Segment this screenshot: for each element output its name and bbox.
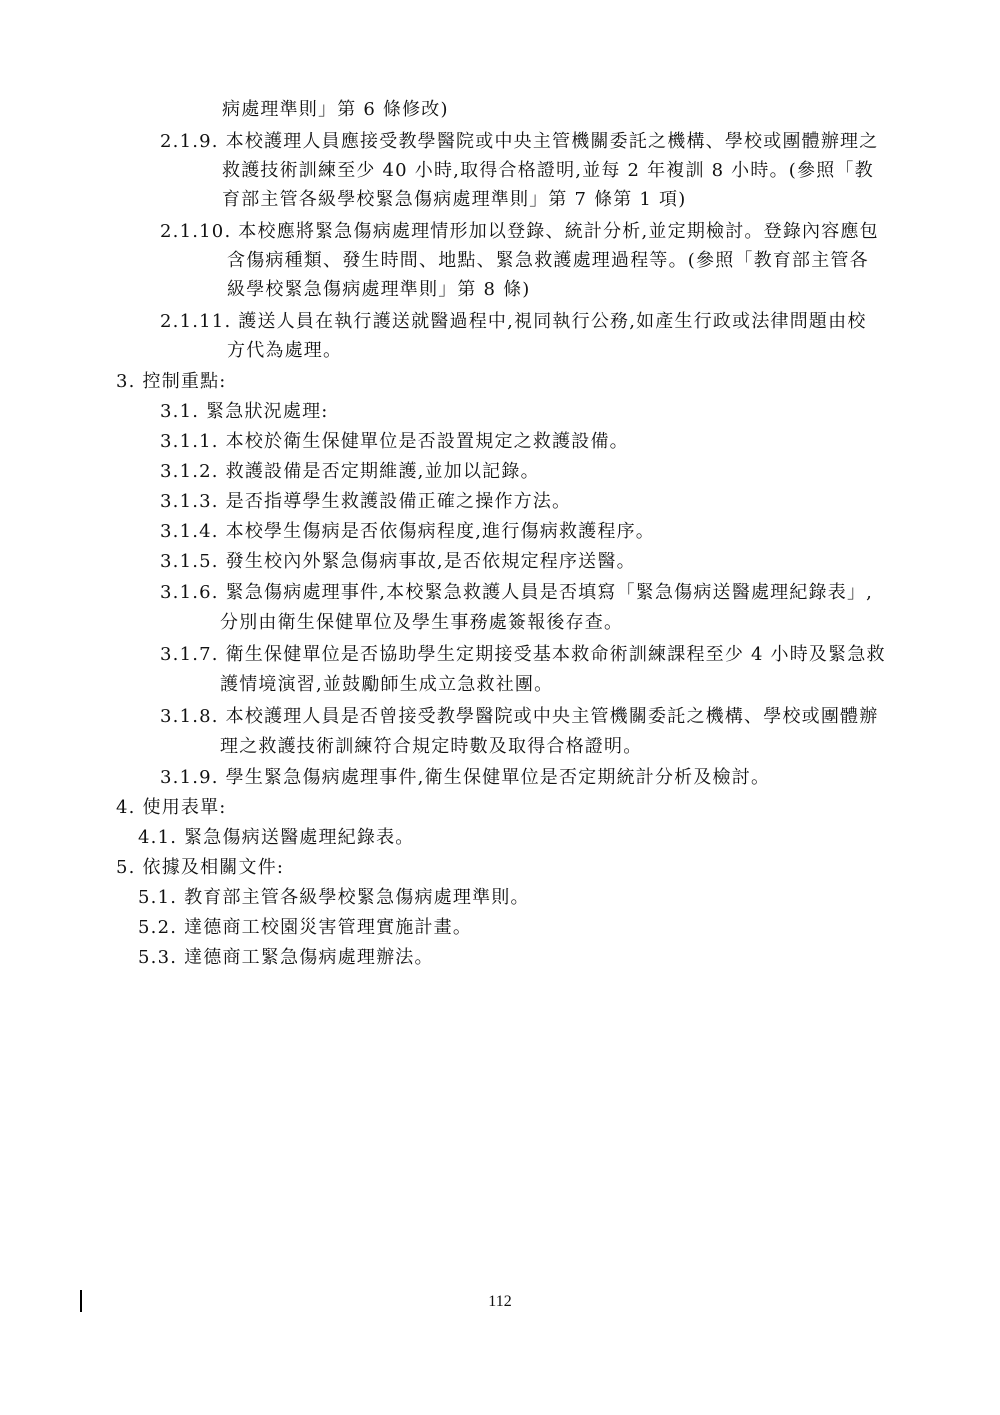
text-line: 3.1.1. 本校於衛生保健單位是否設置規定之救護設備。 <box>160 431 629 452</box>
text-line: 3.1.7. 衛生保健單位是否協助學生定期接受基本救命術訓練課程至少 4 小時及緊急救 <box>160 644 886 665</box>
text-line: 5.2. 達德商工校園災害管理實施計畫。 <box>138 917 473 938</box>
text-line: 3.1.2. 救護設備是否定期維護,並加以記錄。 <box>160 461 540 482</box>
text-line: 方代為處理。 <box>227 340 343 361</box>
text-line: 含傷病種類、發生時間、地點、緊急救護處理過程等。(參照「教育部主管各 <box>227 250 869 271</box>
text-line: 3.1.4. 本校學生傷病是否依傷病程度,進行傷病救護程序。 <box>160 521 655 542</box>
text-line: 護情境演習,並鼓勵師生成立急救社團。 <box>220 674 554 695</box>
section-heading: 3. 控制重點: <box>116 371 227 392</box>
text-line: 5.1. 教育部主管各級學校緊急傷病處理準則。 <box>138 887 530 908</box>
text-line: 4.1. 緊急傷病送醫處理紀錄表。 <box>138 827 415 848</box>
text-line: 3.1.8. 本校護理人員是否曾接受教學醫院或中央主管機關委託之機構、學校或團體辦 <box>160 706 879 727</box>
page-number: 112 <box>488 1293 512 1310</box>
text-line: 病處理準則」第 6 條修改) <box>222 99 449 120</box>
text-line: 3.1.6. 緊急傷病處理事件,本校緊急救護人員是否填寫「緊急傷病送醫處理紀錄表」, <box>160 582 874 603</box>
text-line: 育部主管各級學校緊急傷病處理準則」第 7 條第 1 項) <box>222 189 687 210</box>
text-line: 3.1.9. 學生緊急傷病處理事件,衛生保健單位是否定期統計分析及檢討。 <box>160 767 771 788</box>
text-line: 2.1.10. 本校應將緊急傷病處理情形加以登錄、統計分析,並定期檢討。登錄內容應包 <box>160 221 879 242</box>
text-line: 分別由衛生保健單位及學生事務處簽報後存查。 <box>220 612 624 633</box>
section-heading: 4. 使用表單: <box>116 797 227 818</box>
text-line: 3.1.3. 是否指導學生救護設備正確之操作方法。 <box>160 491 572 512</box>
subsection-heading: 3.1. 緊急狀況處理: <box>160 401 329 422</box>
section-heading: 5. 依據及相關文件: <box>116 857 285 878</box>
text-line: 2.1.11. 護送人員在執行護送就醫過程中,視同執行公務,如產生行政或法律問題由校 <box>160 311 867 332</box>
text-line: 3.1.5. 發生校內外緊急傷病事故,是否依規定程序送醫。 <box>160 551 636 572</box>
text-line: 理之救護技術訓練符合規定時數及取得合格證明。 <box>220 736 643 757</box>
text-line: 級學校緊急傷病處理準則」第 8 條) <box>227 279 531 300</box>
text-line: 5.3. 達德商工緊急傷病處理辦法。 <box>138 947 434 968</box>
text-line: 救護技術訓練至少 40 小時,取得合格證明,並每 2 年複訓 8 小時。(參照「教 <box>222 160 874 181</box>
text-line: 2.1.9. 本校護理人員應接受教學醫院或中央主管機關委託之機構、學校或團體辦理之 <box>160 131 879 152</box>
